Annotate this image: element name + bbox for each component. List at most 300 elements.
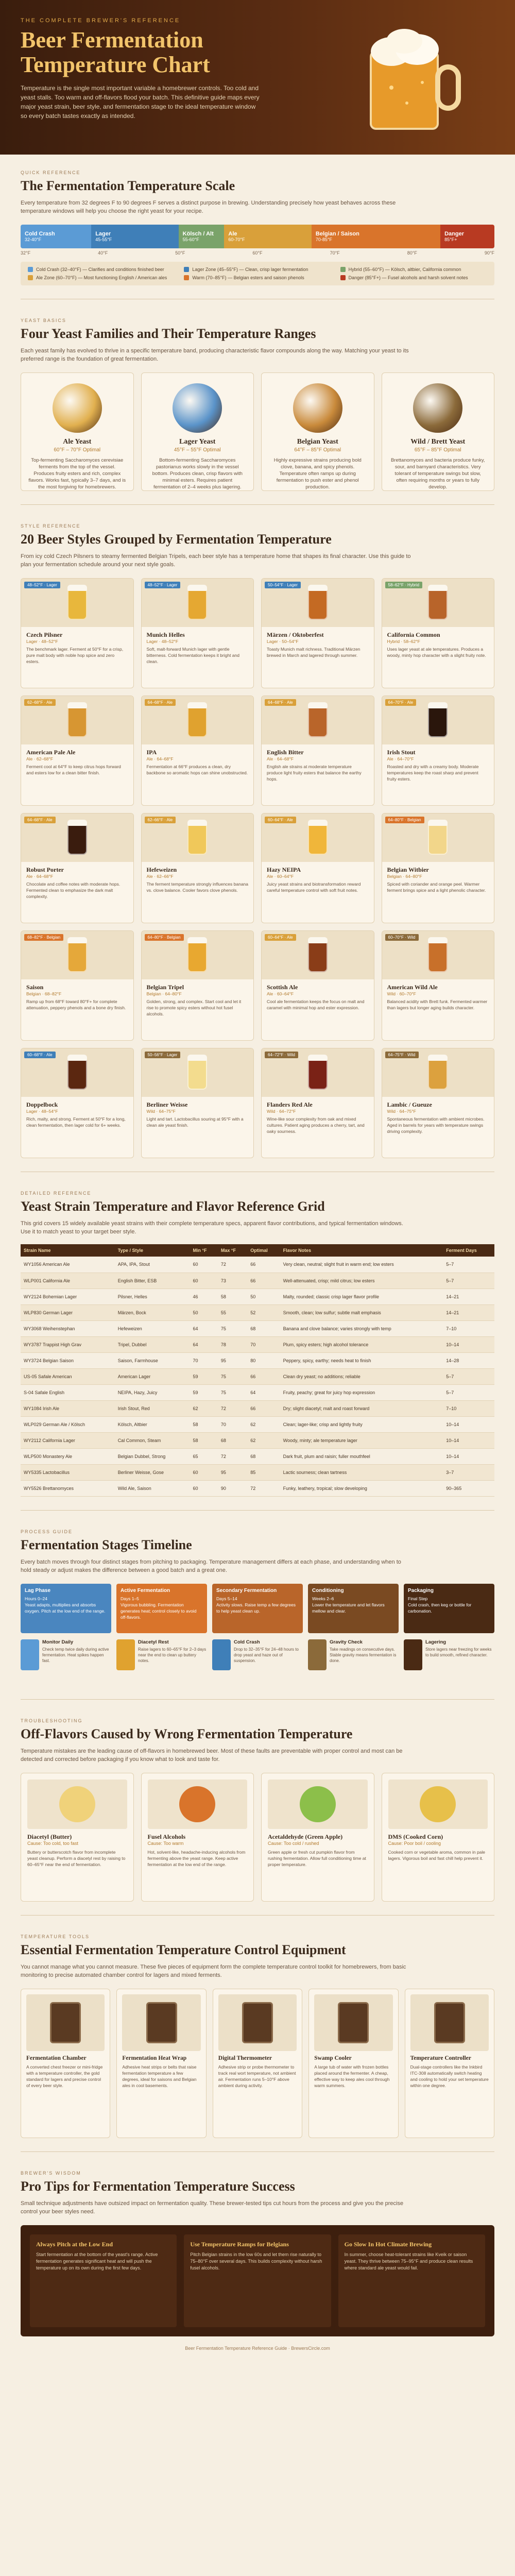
- foam: [428, 585, 448, 591]
- beer-style-name: Hefeweizen: [146, 866, 177, 873]
- yeast-card-grid: [21, 372, 494, 491]
- pro-tip-card: [338, 2234, 485, 2327]
- table-cell: 14–21: [443, 1304, 494, 1320]
- stage-time: Final Step: [408, 1596, 428, 1601]
- stage-time: Weeks 2–6: [312, 1596, 334, 1601]
- beer-style-card: [141, 696, 254, 806]
- legend-item: Lager Zone (45–55°F) — Clean, crisp lager fermentation: [184, 267, 331, 272]
- table-cell: WY3068 Weihenstephan: [21, 1320, 115, 1336]
- beer-glass-icon: [428, 588, 448, 620]
- yeast-range: 65°F – 85°F Optimal: [414, 447, 461, 453]
- foam: [187, 1055, 207, 1061]
- off-flavor-description: Cooked corn or vegetable aroma, common in pale lagers. Vigorous boil and fast chill help prevent it.: [388, 1849, 486, 1861]
- beer-glass-icon: [308, 705, 328, 737]
- table-cell: 85: [247, 1464, 280, 1480]
- yeast-icon: [293, 383, 342, 433]
- temperature-tag: 62–66°F · Ale: [145, 817, 176, 823]
- action-description: Store lagers near freezing for weeks to build smooth, refined character.: [425, 1647, 492, 1657]
- table-row: [21, 1480, 494, 1496]
- beer-card-body: [21, 979, 133, 1015]
- beer-glass-icon: [428, 940, 448, 972]
- timeline-action: [212, 1639, 303, 1686]
- scale-segment: Cold Crash 32-40°F: [21, 225, 91, 248]
- temperature-tag: 48–52°F · Lager: [24, 582, 60, 588]
- beer-style-description: The ferment temperature strongly influences banana vs. clove balance. Cooler favors clove phenols.: [146, 882, 249, 893]
- beer-style-description: Ferment cool at 64°F to keep citrus hops forward and esters low for a clean bitter finish.: [26, 764, 121, 775]
- beer-style-card: [382, 578, 495, 688]
- beer-style-card: [261, 930, 374, 1041]
- beer-style-range: Wild · 64–72°F: [267, 1109, 296, 1114]
- off-flavor-description: Green apple or fresh cut pumpkin flavor from rushing fermentation. Allow full conditioning time at proper temperature.: [268, 1849, 366, 1867]
- yeast-range: 45°F – 55°F Optimal: [174, 447, 221, 453]
- table-row: [21, 1273, 494, 1289]
- table-cell: WY1056 American Ale: [21, 1257, 115, 1273]
- beer-style-name: American Wild Ale: [387, 984, 438, 991]
- beer-card-body: [262, 627, 374, 663]
- table-cell: WY3724 Belgian Saison: [21, 1352, 115, 1368]
- table-cell: 10–14: [443, 1416, 494, 1432]
- action-name: Diacetyl Rest: [138, 1639, 169, 1645]
- section-intro: You cannot manage what you cannot measure. These five pieces of equipment form the complete temperature control toolkit for homebrewers, from basic monitoring to precise automated chamber control for lagers and mixed ferments.: [21, 1963, 406, 1978]
- beer-glass-icon: [67, 940, 87, 972]
- yeast-icon: [53, 383, 102, 433]
- table-cell: 73: [218, 1273, 247, 1289]
- section-title: Off-Flavors Caused by Wrong Fermentation Temperature: [21, 1726, 353, 1741]
- beer-style-description: Spiced with coriander and orange peel. Warmer ferment brings spice and a light phenolic character.: [387, 882, 486, 893]
- beer-card-image: [262, 696, 374, 744]
- temperature-tag: 64–68°F · Ale: [24, 817, 56, 823]
- table-cell: Tripel, Dubbel: [115, 1336, 190, 1352]
- beer-style-description: Rich, malty, and strong. Ferment at 50°F for a long, clean fermentation, then lager cold for 6+ weeks.: [26, 1116, 126, 1128]
- beer-style-name: Czech Pilsner: [26, 631, 63, 638]
- table-cell: 68: [247, 1320, 280, 1336]
- beer-style-range: Lager · 48–52°F: [146, 639, 179, 644]
- beer-style-range: Ale · 64–68°F: [26, 874, 54, 879]
- beer-style-range: Wild · 64–75°F: [146, 1109, 176, 1114]
- beer-style-card: [21, 813, 134, 923]
- foam: [187, 937, 207, 943]
- table-row: [21, 1320, 494, 1336]
- beer-style-range: Belgian · 64–80°F: [146, 991, 182, 996]
- pro-tip-card: [184, 2234, 331, 2327]
- table-cell: 70: [247, 1336, 280, 1352]
- table-cell: 95: [218, 1464, 247, 1480]
- off-flavor-card: [141, 1773, 254, 1902]
- beer-style-name: Saison: [26, 984, 44, 991]
- table-cell: 46: [190, 1289, 217, 1304]
- foam: [308, 820, 328, 826]
- beer-style-range: Ale · 60–64°F: [267, 991, 294, 996]
- hero-intro: Temperature is the single most important variable a homebrewer controls. Too cold and yeast stalls. Too warm and off-flavors flood your batch. This definitive guide maps every major yeast strain, beer style, and fermentation stage to the ideal temperature window so every batch tastes exactly as intended.: [21, 84, 260, 120]
- beer-mug-icon: [350, 15, 474, 139]
- beer-style-card: [382, 1048, 495, 1158]
- stage-name: Packaging: [408, 1587, 434, 1594]
- table-cell: 64: [190, 1320, 217, 1336]
- table-cell: Hefeweizen: [115, 1320, 190, 1336]
- table-cell: 62: [247, 1432, 280, 1448]
- table-cell: APA, IPA, Stout: [115, 1257, 190, 1273]
- table-cell: WY2124 Bohemian Lager: [21, 1289, 115, 1304]
- section-kicker: TROUBLESHOOTING: [21, 1718, 83, 1723]
- beer-style-range: Ale · 64–70°F: [387, 756, 414, 761]
- table-cell: WY1084 Irish Ale: [21, 1400, 115, 1416]
- beer-style-card: [21, 578, 134, 688]
- pro-tips-panel: [21, 2225, 494, 2336]
- beer-style-name: Doppelbock: [26, 1101, 58, 1108]
- off-flavor-card: [382, 1773, 495, 1902]
- beer-style-description: Wine-like sour complexity from oak and mixed cultures. Patient aging produces a cherry, tart, and oaky sourness.: [267, 1116, 365, 1134]
- beer-style-description: Juicy yeast strains and biotransformation reward careful temperature control with soft fruit notes.: [267, 882, 361, 893]
- table-cell: WLP500 Monastery Ale: [21, 1448, 115, 1464]
- temperature-tag: 50–54°F · Lager: [265, 582, 301, 588]
- foam: [308, 937, 328, 943]
- table-cell: American Lager: [115, 1368, 190, 1384]
- beer-card-image: [382, 1048, 494, 1097]
- section-intro: From icy cold Czech Pilsners to steamy fermented Belgian Tripels, each beer style has a temperature home that shapes its final character. Use this guide to plan your fermentation schedule around your next style goals.: [21, 553, 411, 568]
- beer-glass-icon: [187, 705, 207, 737]
- table-cell: Malty, rounded; classic crisp lager flavor profile: [280, 1289, 443, 1304]
- table-cell: Cal Common, Steam: [115, 1432, 190, 1448]
- beer-style-card: [261, 578, 374, 688]
- table-row: [21, 1352, 494, 1368]
- beer-style-range: Belgian · 64–80°F: [387, 874, 422, 879]
- beer-style-range: Belgian · 68–82°F: [26, 991, 62, 996]
- beer-card-image: [21, 696, 133, 744]
- section-title: The Fermentation Temperature Scale: [21, 178, 235, 193]
- stage-description: Vigorous bubbling. Fermentation generates heat; control closely to avoid off-flavors.: [121, 1602, 197, 1620]
- yeast-icon: [413, 383, 462, 433]
- table-cell: Clean dry yeast; no additions; reliable: [280, 1368, 443, 1384]
- beer-card-image: [142, 579, 254, 627]
- pro-tip-card: [30, 2234, 177, 2327]
- beer-card-image: [382, 696, 494, 744]
- beer-style-card: [382, 696, 495, 806]
- yeast-name: Lager Yeast: [179, 438, 216, 446]
- table-cell: NEIPA, Hazy, Juicy: [115, 1384, 190, 1400]
- beer-style-name: California Common: [387, 631, 440, 638]
- table-cell: 64: [247, 1384, 280, 1400]
- beer-card-body: [382, 627, 494, 663]
- equipment-description: A large tub of water with frozen bottles placed around the fermenter. A cheap, effective way to keep ales cool through warm summers.: [314, 2064, 390, 2088]
- legend-item: Ale Zone (60–70°F) — Most functioning English / American ales: [28, 275, 175, 280]
- table-cell: 52: [247, 1304, 280, 1320]
- action-description: Take readings on consecutive days. Stable gravity means fermentation is done.: [330, 1647, 397, 1663]
- beer-glass-icon: [428, 705, 448, 737]
- beer-style-card: [141, 578, 254, 688]
- temperature-scale-section: [0, 155, 515, 296]
- table-cell: WY5335 Lactobacillus: [21, 1464, 115, 1480]
- equipment-name: Swamp Cooler: [314, 2055, 352, 2061]
- table-header: Optimal: [247, 1244, 280, 1257]
- beer-card-body: [21, 627, 133, 669]
- table-cell: 66: [247, 1257, 280, 1273]
- action-text: [330, 1639, 399, 1686]
- timeline-stage: [212, 1584, 303, 1633]
- table-cell: 95: [218, 1352, 247, 1368]
- section-kicker: DETAILED REFERENCE: [21, 1191, 92, 1196]
- beer-style-range: Ale · 64–68°F: [267, 756, 294, 761]
- beer-glass-icon: [187, 588, 207, 620]
- table-cell: Kölsch, Altbier: [115, 1416, 190, 1432]
- table-cell: Clean; lager-like; crisp and lightly fruity: [280, 1416, 443, 1432]
- equipment-grid: [21, 1989, 494, 2138]
- scale-segment: Ale 60-70°F: [224, 225, 311, 248]
- action-text: [234, 1639, 303, 1686]
- beer-card-body: [262, 862, 374, 897]
- off-flavor-card: [261, 1773, 374, 1902]
- action-icon: [212, 1639, 231, 1670]
- table-cell: 60: [190, 1464, 217, 1480]
- temperature-tag: 64–68°F · Ale: [265, 699, 296, 706]
- equipment-card: [405, 1989, 494, 2138]
- temperature-tag: 64–80°F · Belgian: [385, 817, 424, 823]
- yeast-families-section: [0, 302, 515, 501]
- beer-card-image: [142, 814, 254, 862]
- foam: [67, 702, 87, 708]
- yeast-icon: [173, 383, 222, 433]
- table-cell: S-04 Safale English: [21, 1384, 115, 1400]
- stage-time: Hours 0–24: [25, 1596, 47, 1601]
- table-cell: 7–10: [443, 1400, 494, 1416]
- table-cell: 66: [247, 1273, 280, 1289]
- stage-time: Days 1–5: [121, 1596, 139, 1601]
- beer-card-body: [382, 979, 494, 1015]
- beer-style-range: Lager · 50–54°F: [267, 639, 299, 644]
- beer-card-image: [382, 814, 494, 862]
- off-flavor-card: [21, 1773, 134, 1902]
- stage-name: Lag Phase: [25, 1587, 51, 1594]
- off-flavor-cause: Cause: Poor boil / cooling: [388, 1840, 441, 1846]
- temperature-tag: 64–80°F · Belgian: [145, 934, 184, 941]
- beer-glass-icon: [428, 1058, 448, 1090]
- action-text: [425, 1639, 494, 1686]
- table-cell: WY3787 Trappist High Grav: [21, 1336, 115, 1352]
- off-flavor-icon: [179, 1786, 215, 1822]
- beer-style-card: [382, 930, 495, 1041]
- action-description: Drop to 32–35°F for 24–48 hours to drop yeast and haze out of suspension.: [234, 1647, 299, 1663]
- beer-glass-icon: [67, 1058, 87, 1090]
- equipment-image: [314, 1994, 392, 2051]
- section-intro: This grid covers 15 widely available yeast strains with their complete temperature specs, apparent flavor contributions, and typical fermentation windows. Use it to match yeast to your target beer style.: [21, 1221, 403, 1235]
- table-header: Min °F: [190, 1244, 217, 1257]
- scale-ticks: 32°F 40°F 50°F 60°F 70°F 80°F 90°F: [21, 250, 494, 256]
- table-cell: WY5526 Brettanomyces: [21, 1480, 115, 1496]
- legend-item: Danger (85°F+) — Fusel alcohols and harsh solvent notes: [340, 275, 487, 280]
- table-cell: Saison, Farmhouse: [115, 1352, 190, 1368]
- legend-item: Hybrid (55–60°F) — Kölsch, altbier, California common: [340, 267, 487, 272]
- beer-style-description: Toasty Munich malt richness. Traditional Märzen brewed in March and lagered through summer.: [267, 647, 360, 658]
- beer-style-range: Ale · 64–68°F: [146, 756, 174, 761]
- beer-style-card: [141, 813, 254, 923]
- beer-card-image: [142, 696, 254, 744]
- beer-style-description: Cool ale fermentation keeps the focus on malt and caramel with minimal hop and ester expression.: [267, 999, 365, 1010]
- section-title: 20 Beer Styles Grouped by Fermentation Temperature: [21, 532, 332, 547]
- beer-style-description: Light and tart. Lactobacillus souring at 95°F with a clean ale yeast finish.: [146, 1116, 244, 1128]
- yeast-range: 60°F – 70°F Optimal: [54, 447, 101, 453]
- table-cell: 75: [218, 1384, 247, 1400]
- section-title: Essential Fermentation Temperature Control Equipment: [21, 1942, 346, 1957]
- table-cell: 59: [190, 1368, 217, 1384]
- timeline-action: [308, 1639, 399, 1686]
- off-flavor-name: DMS (Cooked Corn): [388, 1833, 443, 1840]
- off-flavors-section: [0, 1703, 515, 1912]
- equipment-section: [0, 1919, 515, 2148]
- table-row: [21, 1384, 494, 1400]
- yeast-card: [21, 372, 134, 491]
- beer-style-card: [261, 813, 374, 923]
- beer-style-grid: [21, 578, 494, 1158]
- table-cell: WY2112 California Lager: [21, 1432, 115, 1448]
- section-kicker: TEMPERATURE TOOLS: [21, 1934, 90, 1939]
- beer-glass-icon: [308, 823, 328, 855]
- tip-title: Go Slow In Hot Climate Brewing: [344, 2240, 432, 2248]
- equipment-icon: [242, 2002, 273, 2043]
- off-flavor-icon: [59, 1786, 95, 1822]
- yeast-card: [141, 372, 254, 491]
- beer-card-body: [262, 979, 374, 1015]
- scale-legend: [21, 262, 494, 285]
- table-cell: 72: [218, 1257, 247, 1273]
- scale-segment: Lager 45-55°F: [91, 225, 178, 248]
- beer-card-body: [382, 1097, 494, 1139]
- beer-style-card: [21, 1048, 134, 1158]
- table-cell: Very clean, neutral; slight fruit in warm end; low esters: [280, 1257, 443, 1273]
- action-text: [138, 1639, 207, 1686]
- beer-style-card: [261, 696, 374, 806]
- timeline-action: [21, 1639, 111, 1686]
- section-title: Pro Tips for Fermentation Temperature Success: [21, 2178, 295, 2194]
- off-flavor-grid: [21, 1773, 494, 1902]
- section-intro: Temperature mistakes are the leading cause of off-flavors in homebrewed beer. Most of these faults are preventable with proper control and most can be detected and corrected before packaging if you know what to look and taste for.: [21, 1748, 403, 1762]
- beer-style-description: Roasted and dry with a creamy body. Moderate temperatures keep the roast sharp and prevent fruity esters.: [387, 764, 479, 782]
- equipment-card: [308, 1989, 398, 2138]
- scale-segment: Kölsch / Alt 55-60°F: [179, 225, 225, 248]
- beer-style-name: Belgian Tripel: [146, 984, 184, 991]
- equipment-card: [213, 1989, 302, 2138]
- tip-description: Pitch Belgian strains in the low 60s and let them rise naturally to 75–80°F over several days. This builds complexity without harsh fusel alcohols.: [190, 2251, 322, 2270]
- timeline-stage: [404, 1584, 494, 1633]
- table-cell: 75: [218, 1368, 247, 1384]
- beer-style-name: Belgian Witbier: [387, 866, 429, 873]
- tip-title: Use Temperature Ramps for Belgians: [190, 2240, 289, 2248]
- stage-description: Activity slows. Raise temp a few degrees to help yeast clean up.: [216, 1602, 296, 1614]
- tip-description: Start fermentation at the bottom of the yeast's range. Active fermentation generates significant heat and will push the temperature up on its own during the first few days.: [36, 2251, 158, 2270]
- beer-style-range: Ale · 60–64°F: [267, 874, 294, 879]
- section-kicker: QUICK REFERENCE: [21, 170, 81, 175]
- table-cell: 68: [247, 1448, 280, 1464]
- timeline-action: [404, 1639, 494, 1686]
- equipment-image: [26, 1994, 105, 2051]
- off-flavor-icon: [420, 1786, 456, 1822]
- equipment-card: [21, 1989, 110, 2138]
- beer-style-name: Munich Helles: [146, 631, 185, 638]
- table-cell: 5–7: [443, 1384, 494, 1400]
- section-intro: Each yeast family has evolved to thrive in a specific temperature band, producing characteristic flavor compounds along the way. Matching your yeast to its preferred range is the foundation of great fermentation.: [21, 348, 409, 362]
- table-cell: Plum, spicy esters; high alcohol tolerance: [280, 1336, 443, 1352]
- beer-card-image: [142, 1048, 254, 1097]
- scale-segment: Belgian / Saison 70-85°F: [312, 225, 440, 248]
- beer-glass-icon: [308, 588, 328, 620]
- beer-card-body: [21, 862, 133, 904]
- stage-description: Yeast adapts, multiplies and absorbs oxygen. Pitch at the low end of the range.: [25, 1602, 106, 1614]
- stage-description: Cold crash, then keg or bottle for carbonation.: [408, 1602, 472, 1614]
- beer-style-card: [141, 1048, 254, 1158]
- temperature-tag: 62–68°F · Ale: [24, 699, 56, 706]
- table-cell: Lactic sourness; clean tartness: [280, 1464, 443, 1480]
- table-cell: 60: [190, 1257, 217, 1273]
- beer-glass-icon: [67, 705, 87, 737]
- table-cell: 5–7: [443, 1273, 494, 1289]
- equipment-icon: [146, 2002, 177, 2043]
- section-title: Yeast Strain Temperature and Flavor Reference Grid: [21, 1199, 325, 1214]
- table-cell: Woody, minty; ale temperature lager: [280, 1432, 443, 1448]
- table-cell: 66: [247, 1400, 280, 1416]
- beer-style-name: Hazy NEIPA: [267, 866, 301, 873]
- equipment-icon: [338, 2002, 369, 2043]
- beer-card-body: [142, 627, 254, 669]
- title-line-1: Beer Fermentation: [21, 27, 203, 53]
- timeline-stage: [116, 1584, 207, 1633]
- table-cell: 62: [190, 1400, 217, 1416]
- action-text: [42, 1639, 111, 1686]
- off-flavor-cause: Cause: Too cold / rushed: [268, 1840, 319, 1846]
- section-intro: Small technique adjustments have outsized impact on fermentation quality. These brewer-tested tips cut hours from the process and give you the precise control your beer styles need.: [21, 2200, 404, 2215]
- foam: [67, 585, 87, 591]
- beer-card-image: [262, 1048, 374, 1097]
- timeline-stage: [308, 1584, 399, 1633]
- beer-card-body: [382, 744, 494, 786]
- beer-style-range: Wild · 64–75°F: [387, 1109, 416, 1114]
- beer-style-name: Scottish Ale: [267, 984, 298, 991]
- table-cell: 66: [247, 1368, 280, 1384]
- table-cell: 14–28: [443, 1352, 494, 1368]
- table-cell: Funky, leathery, tropical; slow developing: [280, 1480, 443, 1496]
- table-cell: 62: [247, 1416, 280, 1432]
- beer-card-image: [262, 814, 374, 862]
- action-name: Cold Crash: [234, 1639, 260, 1645]
- temperature-tag: 60–64°F · Ale: [265, 934, 296, 941]
- table-row: [21, 1289, 494, 1304]
- beer-card-image: [382, 931, 494, 979]
- beer-style-description: Chocolate and coffee notes with moderate hops. Fermented clean to emphasize the dark malt complexity.: [26, 882, 121, 899]
- table-cell: 50: [190, 1304, 217, 1320]
- beer-style-card: [382, 813, 495, 923]
- foam: [187, 702, 207, 708]
- yeast-card: [382, 372, 495, 491]
- action-icon: [404, 1639, 422, 1670]
- section-kicker: BREWER'S WISDOM: [21, 2170, 81, 2176]
- beer-styles-section: [0, 508, 515, 1168]
- table-cell: 60: [190, 1273, 217, 1289]
- table-cell: 75: [218, 1320, 247, 1336]
- yeast-description: Highly expressive strains producing bold clove, banana, and spicy phenols. Temperature often ramps up during fermentation to push ester and phenol production.: [273, 457, 362, 490]
- table-cell: 70: [190, 1352, 217, 1368]
- hero-kicker: THE COMPLETE BREWER'S REFERENCE: [21, 18, 181, 24]
- beer-card-body: [382, 862, 494, 897]
- yeast-name: Ale Yeast: [63, 438, 92, 446]
- table-cell: Smooth, clean; low sulfur; subtle malt emphasis: [280, 1304, 443, 1320]
- beer-style-name: Flanders Red Ale: [267, 1101, 313, 1108]
- beer-card-body: [142, 979, 254, 1021]
- beer-style-range: Lager · 48–54°F: [26, 1109, 58, 1114]
- beer-glass-icon: [187, 823, 207, 855]
- table-cell: Peppery, spicy, earthy; needs heat to finish: [280, 1352, 443, 1368]
- temperature-tag: 64–68°F · Ale: [145, 699, 176, 706]
- action-name: Lagering: [425, 1639, 447, 1645]
- equipment-image: [410, 1994, 489, 2051]
- foam: [428, 1055, 448, 1061]
- table-cell: 55: [218, 1304, 247, 1320]
